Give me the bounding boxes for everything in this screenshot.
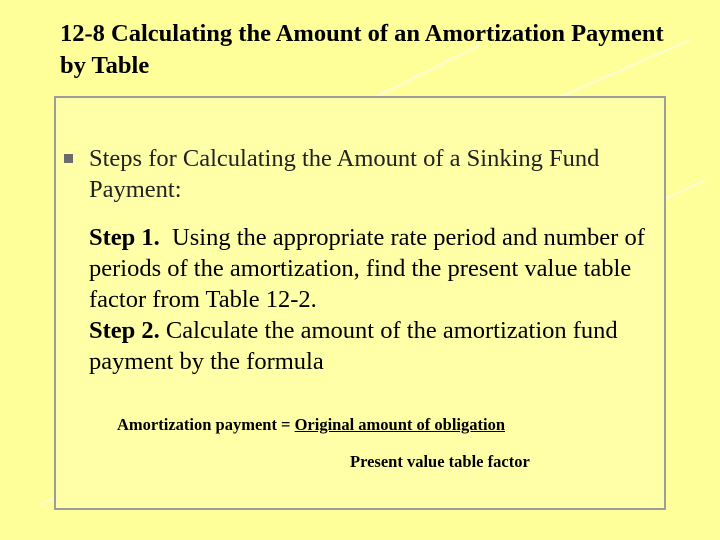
formula-numerator-line [117, 414, 617, 436]
slide-title: 12-8 Calculating the Amount of an Amortization Payment by Table [60, 20, 664, 79]
formula-denominator: Present value table factor [350, 452, 530, 471]
square-bullet-icon [64, 154, 73, 163]
step-2-label: Step 2. [89, 317, 160, 344]
steps-list [89, 222, 659, 377]
formula-lhs: Amortization payment = [117, 415, 291, 434]
step-1 [89, 222, 659, 315]
step-2 [89, 315, 659, 377]
step-1-label: Step 1. [89, 224, 160, 251]
step-1-text: Using the appropriate rate period and number of periods of the amortization, find the present value table factor from Table 12-2. [89, 224, 645, 313]
bullet-heading: Steps for Calculating the Amount of a Sinking Fund Payment: [89, 145, 600, 203]
formula-numerator: Original amount of obligation [294, 415, 505, 434]
step-2-text: Calculate the amount of the amortization fund payment by the formula [89, 317, 618, 375]
